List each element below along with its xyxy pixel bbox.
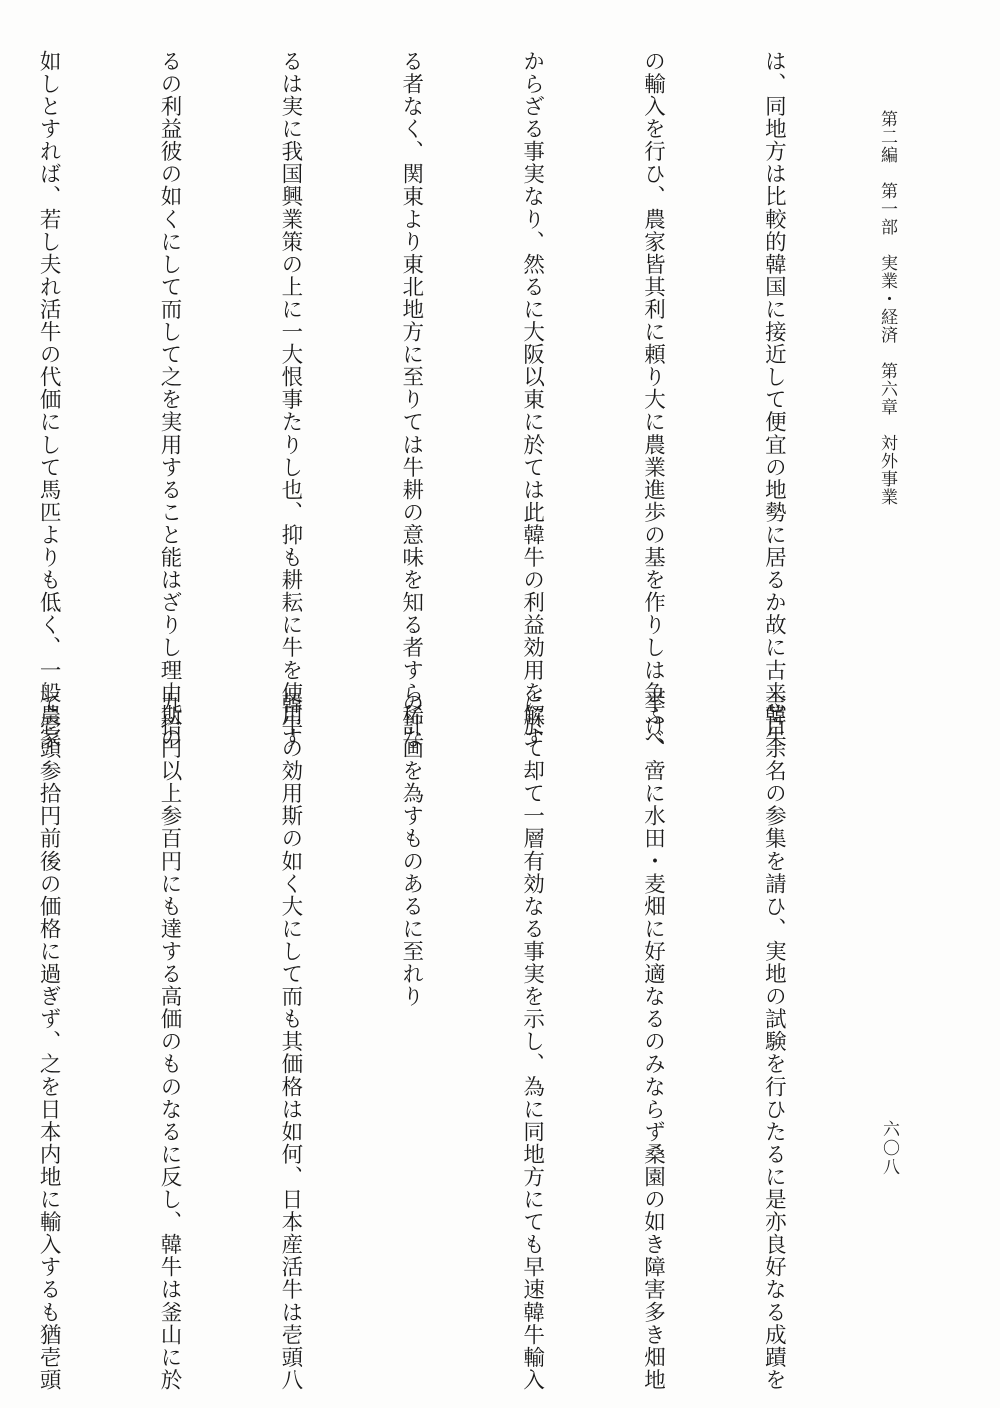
- page-number: 六〇八: [879, 1120, 899, 1177]
- text-column: の計画を為すものあるに至れり: [398, 692, 424, 1008]
- text-column: 挙け、啻に水田・麦畑に好適なるのみならず桑園の如き障害多き畑地: [640, 692, 666, 1392]
- text-column: るは実に我国興業策の上に一大恨事たりし也、抑も耕耘に牛を使用す: [277, 50, 303, 750]
- text-column: 九拾円以上参百円にも達する高価のものなるに反し、韓牛は釜山に於: [156, 692, 182, 1392]
- text-column: の輸入を行ひ、農家皆其利に頼り大に農業進歩の基を作りしは争ふべ: [640, 50, 666, 750]
- running-head: 第二編 第一部 実業・経済 第六章 対外事業: [877, 110, 897, 506]
- text-column: 志百余名の参集を請ひ、実地の試験を行ひたるに是亦良好なる成蹟を: [761, 692, 787, 1392]
- text-column: 如しとすれば、若し夫れ活牛の代価にして馬匹よりも低く、一般農家: [36, 50, 62, 750]
- text-column: るの利益彼の如くにして而して之を実用すること能はざりし理由斯の: [156, 50, 182, 750]
- upper-text-block: [36, 50, 874, 750]
- text-column: て壱頭参拾円前後の価格に過ぎず、之を日本内地に輸入するも猶壱頭: [36, 692, 62, 1392]
- text-column: る者なく、関東より東北地方に至りては牛耕の意味を知る者すら稀な: [398, 50, 424, 750]
- text-column: に於て却て一層有効なる事実を示し、為に同地方にても早速韓牛輸入: [519, 692, 545, 1392]
- lower-text-block: [36, 692, 874, 1392]
- text-column: からざる事実なり、然るに大阪以東に於ては此韓牛の利益効用を解す: [519, 50, 545, 750]
- text-column: は、同地方は比較的韓国に接近して便宜の地勢に居るか故に古来韓牛: [761, 50, 787, 750]
- text-column: 韓牛の効用斯の如く大にして而も其価格は如何、日本産活牛は壱頭八: [277, 692, 303, 1392]
